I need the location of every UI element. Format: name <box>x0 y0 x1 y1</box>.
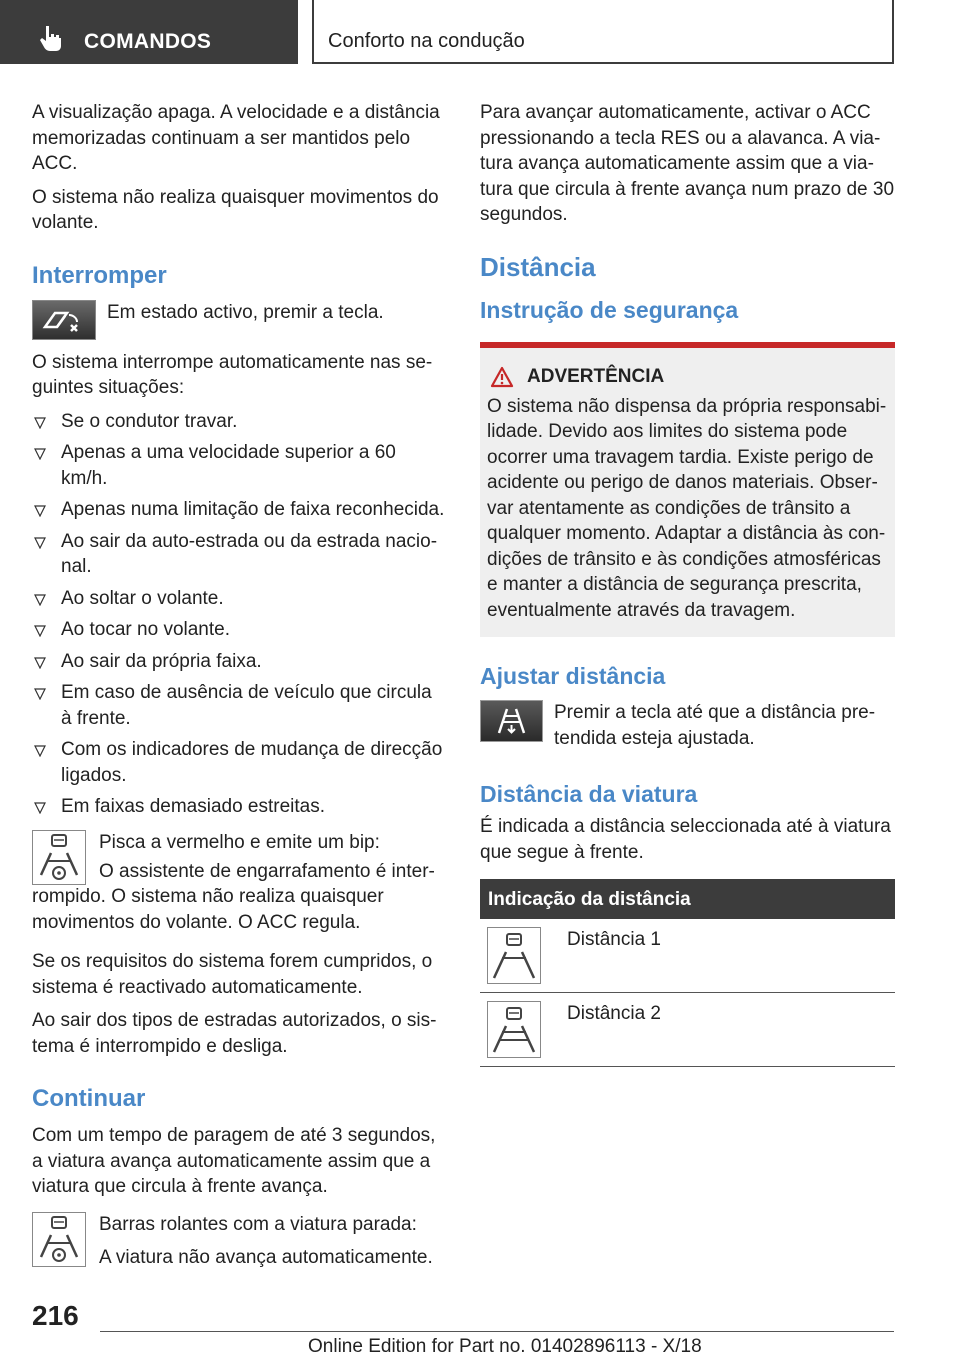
triangle-bullet-icon <box>34 417 46 429</box>
list-item: Ao sair da auto-estrada ou da estrada nacional. <box>32 529 447 580</box>
distance-1-label: Distância 1 <box>567 929 661 950</box>
list-item: Apenas numa limitação de faixa reconhecida. <box>32 497 447 523</box>
distance-table <box>480 879 895 1067</box>
distance-button-icon <box>480 700 543 742</box>
footer-divider <box>100 1331 894 1332</box>
warning-title: ADVERTÊNCIA <box>527 365 665 387</box>
left-column <box>32 100 447 1289</box>
paragraph: A visualização apaga. A velocidade e a distância memorizadas continuam a ser mantidos pelo ACC. <box>32 102 440 174</box>
condition-list <box>32 409 447 820</box>
interromper-row <box>32 300 447 340</box>
hand-pointer-icon <box>40 25 62 51</box>
triangle-bullet-icon <box>34 688 46 700</box>
footer-edition: Online Edition for Part no. 01402896113 - X/18 <box>308 1336 702 1357</box>
section-title: COMANDOS <box>84 30 212 53</box>
triangle-bullet-icon <box>34 657 46 669</box>
warning-triangle-icon <box>490 366 514 388</box>
triangle-bullet-icon <box>34 448 46 460</box>
chapter-title: Conforto na condução <box>328 30 525 52</box>
barras-line-2: A viatura não avança automaticamente. <box>99 1247 433 1268</box>
list-item: Ao sair da própria faixa. <box>32 649 447 675</box>
list-item: Em caso de ausência de veículo que circula à frente. <box>32 680 447 731</box>
heading-instrucao: Instrução de segurança <box>480 296 739 323</box>
distance-2-label: Distância 2 <box>567 1003 661 1024</box>
interromper-text: Em estado activo, premir a tecla. <box>107 301 384 323</box>
paragraph: Para avançar automaticamente, activar o ACC pressionando a tecla RES ou a alavanca. A viatura avança automaticamente assim que a viatura que circula à frente avança num prazo de 30 segundos. <box>480 102 895 225</box>
list-item: Se o condutor travar. <box>32 409 447 435</box>
ajustar-row <box>480 700 895 751</box>
table-row <box>480 993 895 1067</box>
paragraph: Ao sair dos tipos de estradas autorizados, o sistema é interrompido e desliga. <box>32 1010 437 1057</box>
list-item: Em faixas demasiado estreitas. <box>32 794 447 820</box>
list-item: Ao tocar no volante. <box>32 617 447 643</box>
right-column <box>480 100 895 1067</box>
warning-text: O sistema não dispensa da própria responsabilidade. Devido aos limites do sistema pode ocorrer uma travagem tardia. Existe perigo de acidente ou perigo de danos materiais. Observar atentamente as condições de trânsito a qualquer momento. Adaptar a distância às condições de trânsito e às condições atmosféricas e manter a distância de segurança prescrita, eventualmente através da travagem. <box>487 395 887 621</box>
triangle-bullet-icon <box>34 537 46 549</box>
ajustar-text: Premir a tecla até que a distância pretendida esteja ajustada. <box>554 702 876 749</box>
table-row <box>480 919 895 993</box>
warning-box <box>480 342 895 638</box>
paragraph: O sistema não realiza quaisquer movimentos do volante. <box>32 186 439 233</box>
traffic-jam-assist-red-icon <box>32 830 86 885</box>
pisca-line-2: O assistente de engarrafamento é interrompido. O sistema não realiza quaisquer movimentos do volante. O ACC regula. <box>32 860 435 933</box>
paragraph: Se os requisitos do sistema forem cumpridos, o sistema é reactivado automaticamente. <box>32 951 433 998</box>
acc-button-icon <box>32 300 96 340</box>
paragraph: O sistema interrompe automaticamente nas seguintes situações: <box>32 351 433 398</box>
section-tab <box>0 0 298 64</box>
paragraph: É indicada a distância seleccionada até à viatura que segue à frente. <box>480 816 891 863</box>
list-item: Ao soltar o volante. <box>32 586 447 612</box>
pisca-line-1: Pisca a vermelho e emite um bip: <box>99 831 380 853</box>
heading-continuar: Continuar <box>32 1085 146 1112</box>
chapter-box <box>312 0 894 64</box>
list-item: Com os indicadores de mudança de direcção ligados. <box>32 737 447 788</box>
heading-viatura: Distância da viatura <box>480 781 698 807</box>
traffic-jam-assist-bars-icon <box>32 1212 86 1267</box>
triangle-bullet-icon <box>34 745 46 757</box>
list-item: Apenas a uma velocidade superior a 60 km/h. <box>32 440 447 491</box>
paragraph: Com um tempo de paragem de até 3 segundos, a viatura avança automaticamente assim que a viatura que circula à frente avança. <box>32 1125 436 1197</box>
heading-interromper: Interromper <box>32 261 167 289</box>
distance-1-icon <box>487 927 541 984</box>
heading-distancia: Distância <box>480 251 596 282</box>
distance-2-icon <box>487 1001 541 1058</box>
heading-ajustar: Ajustar distância <box>480 663 666 689</box>
table-header: Indicação da distância <box>480 879 895 919</box>
triangle-bullet-icon <box>34 594 46 606</box>
triangle-bullet-icon <box>34 802 46 814</box>
barras-row <box>32 1212 447 1279</box>
barras-line-1: Barras rolantes com a viatura parada: <box>99 1213 417 1235</box>
triangle-bullet-icon <box>34 505 46 517</box>
triangle-bullet-icon <box>34 625 46 637</box>
page-number: 216 <box>32 1300 79 1331</box>
